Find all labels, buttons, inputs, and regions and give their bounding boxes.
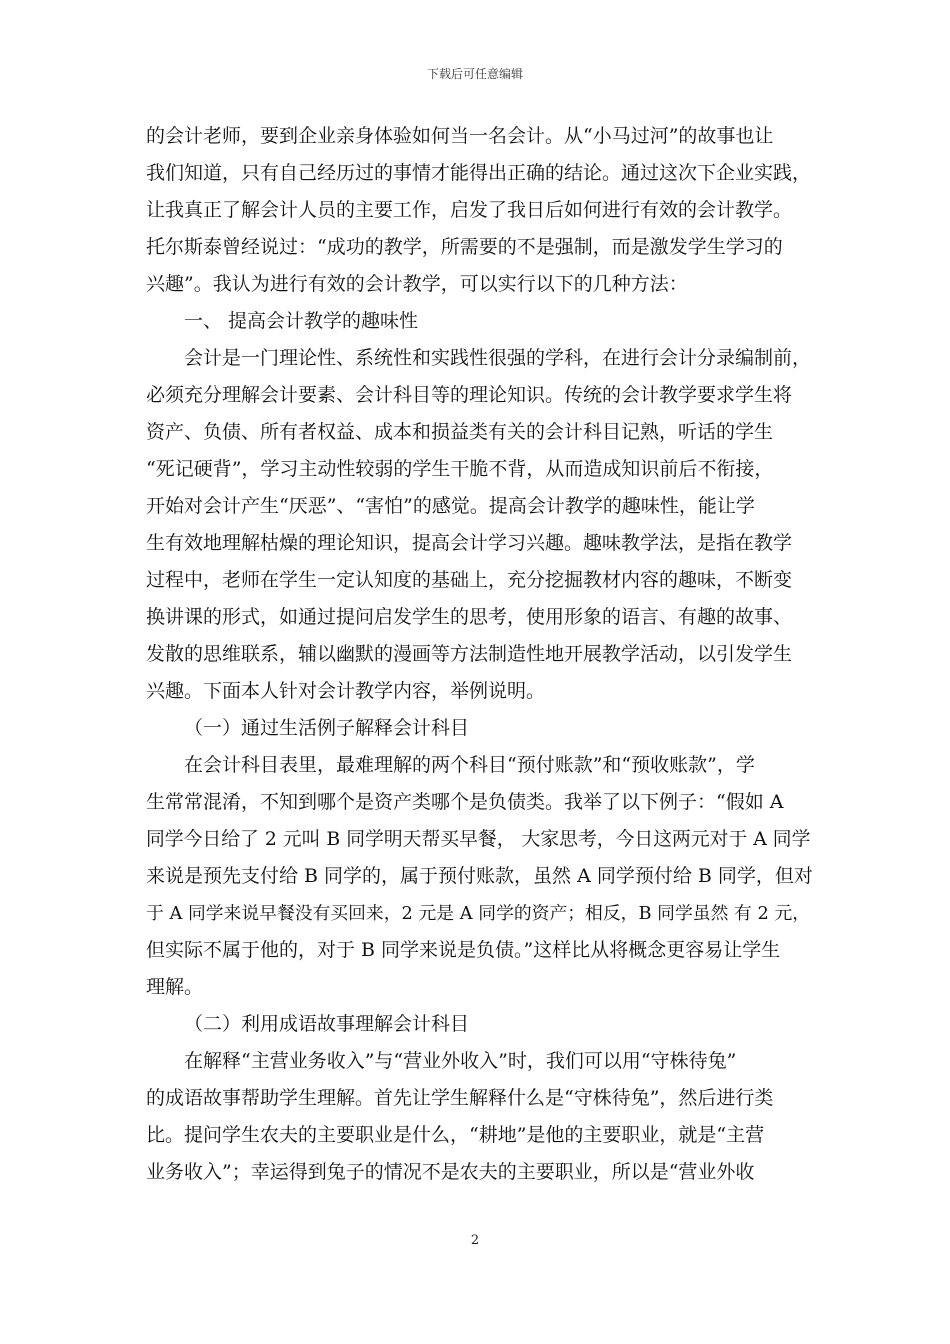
section-heading: 一、 提高会计教学的趣味性 — [184, 310, 419, 332]
text-line: 比。提问学生农夫的主要职业是什么，“耕地”是他的主要职业，就是“主营 — [146, 1124, 765, 1146]
text-line: 必须充分理解会计要素、会计科目等的理论知识。传统的会计教学要求学生将 — [146, 384, 793, 406]
text-line: 同学今日给了 2 元叫 B 同学明天帮买早餐， 大家思考，今日这两元对于 A 同学 — [146, 829, 811, 850]
page-header: 下载后可任意编辑 — [426, 67, 523, 81]
text-line: “死记硬背”，学习主动性较弱的学生干脆不背，从而造成知识前后不衔接， — [146, 458, 774, 480]
text-line: 会计是一门理论性、系统性和实践性很强的学科，在进行会计分录编制前， — [184, 347, 812, 369]
text-line: 在解释“主营业务收入”与“营业外收入”时，我们可以用“守株待兔” — [184, 1050, 737, 1072]
text-line: 开始对会计产生“厌恶”、“害怕”的感觉。提高会计教学的趣味性，能让学 — [146, 495, 755, 517]
text-block — [146, 118, 814, 1191]
text-line: 业务收入”；幸运得到兔子的情况不是农夫的主要职业，所以是“营业外收 — [146, 1161, 755, 1183]
text-line: 发散的思维联系，辅以幽默的漫画等方法制造性地开展教学活动，以引发学生 — [146, 643, 793, 665]
text-line: 过程中，老师在学生一定认知度的基础上，充分挖掘教材内容的趣味，不断变 — [146, 569, 793, 591]
text-line: 换讲课的形式，如通过提问启发学生的思考，使用形象的语言、有趣的故事、 — [146, 606, 793, 628]
page-number: 2 — [470, 1233, 480, 1248]
text-line: 来说是预先支付给 B 同学的，属于预付账款，虽然 A 同学预付给 B 同学，但对 — [146, 865, 813, 887]
subsection-heading: （二）利用成语故事理解会计科目 — [184, 1013, 470, 1035]
text-line: 的成语故事帮助学生理解。首先让学生解释什么是“守株待兔”，然后进行类 — [146, 1087, 774, 1109]
text-line: 资产、负债、所有者权益、成本和损益类有关的会计科目记熟，听话的学生 — [146, 421, 774, 443]
text-line: 兴趣。下面本人针对会计教学内容，举例说明。 — [146, 680, 546, 702]
text-line: 但实际不属于他的，对于 B 同学来说是负债。”这样比从将概念更容易让学生 — [146, 939, 781, 961]
document-body — [146, 118, 814, 1191]
text-line: 生常常混淆，不知到哪个是资产类哪个是负债类。我举了以下例子：“假如 A — [146, 791, 784, 813]
text-line: 的会计老师，要到企业亲身体验如何当一名会计。从“小马过河”的故事也让 — [146, 125, 774, 147]
text-line: 托尔斯泰曾经说过：“成功的教学，所需要的不是强制，而是激发学生学习的 — [146, 236, 783, 258]
subsection-heading: （一）通过生活例子解释会计科目 — [184, 717, 470, 739]
text-line: 我们知道，只有自己经历过的事情才能得出正确的结论。通过这次下企业实践， — [146, 162, 812, 184]
text-line: 于 A 同学来说早餐没有买回来，2 元是 A 同学的资产；相反，B 同学虽然 有 2 元， — [146, 903, 811, 924]
text-line: 兴趣”。我认为进行有效的会计教学，可以实行以下的几种方法： — [146, 273, 688, 295]
text-line: 在会计科目表里，最难理解的两个科目“预付账款”和“预收账款”，学 — [184, 754, 755, 776]
text-line: 理解。 — [146, 976, 204, 998]
text-line: 让我真正了解会计人员的主要工作，启发了我日后如何进行有效的会计教学。 — [146, 199, 793, 221]
text-line: 生有效地理解枯燥的理论知识，提高会计学习兴趣。趣味教学法，是指在教学 — [146, 532, 793, 554]
